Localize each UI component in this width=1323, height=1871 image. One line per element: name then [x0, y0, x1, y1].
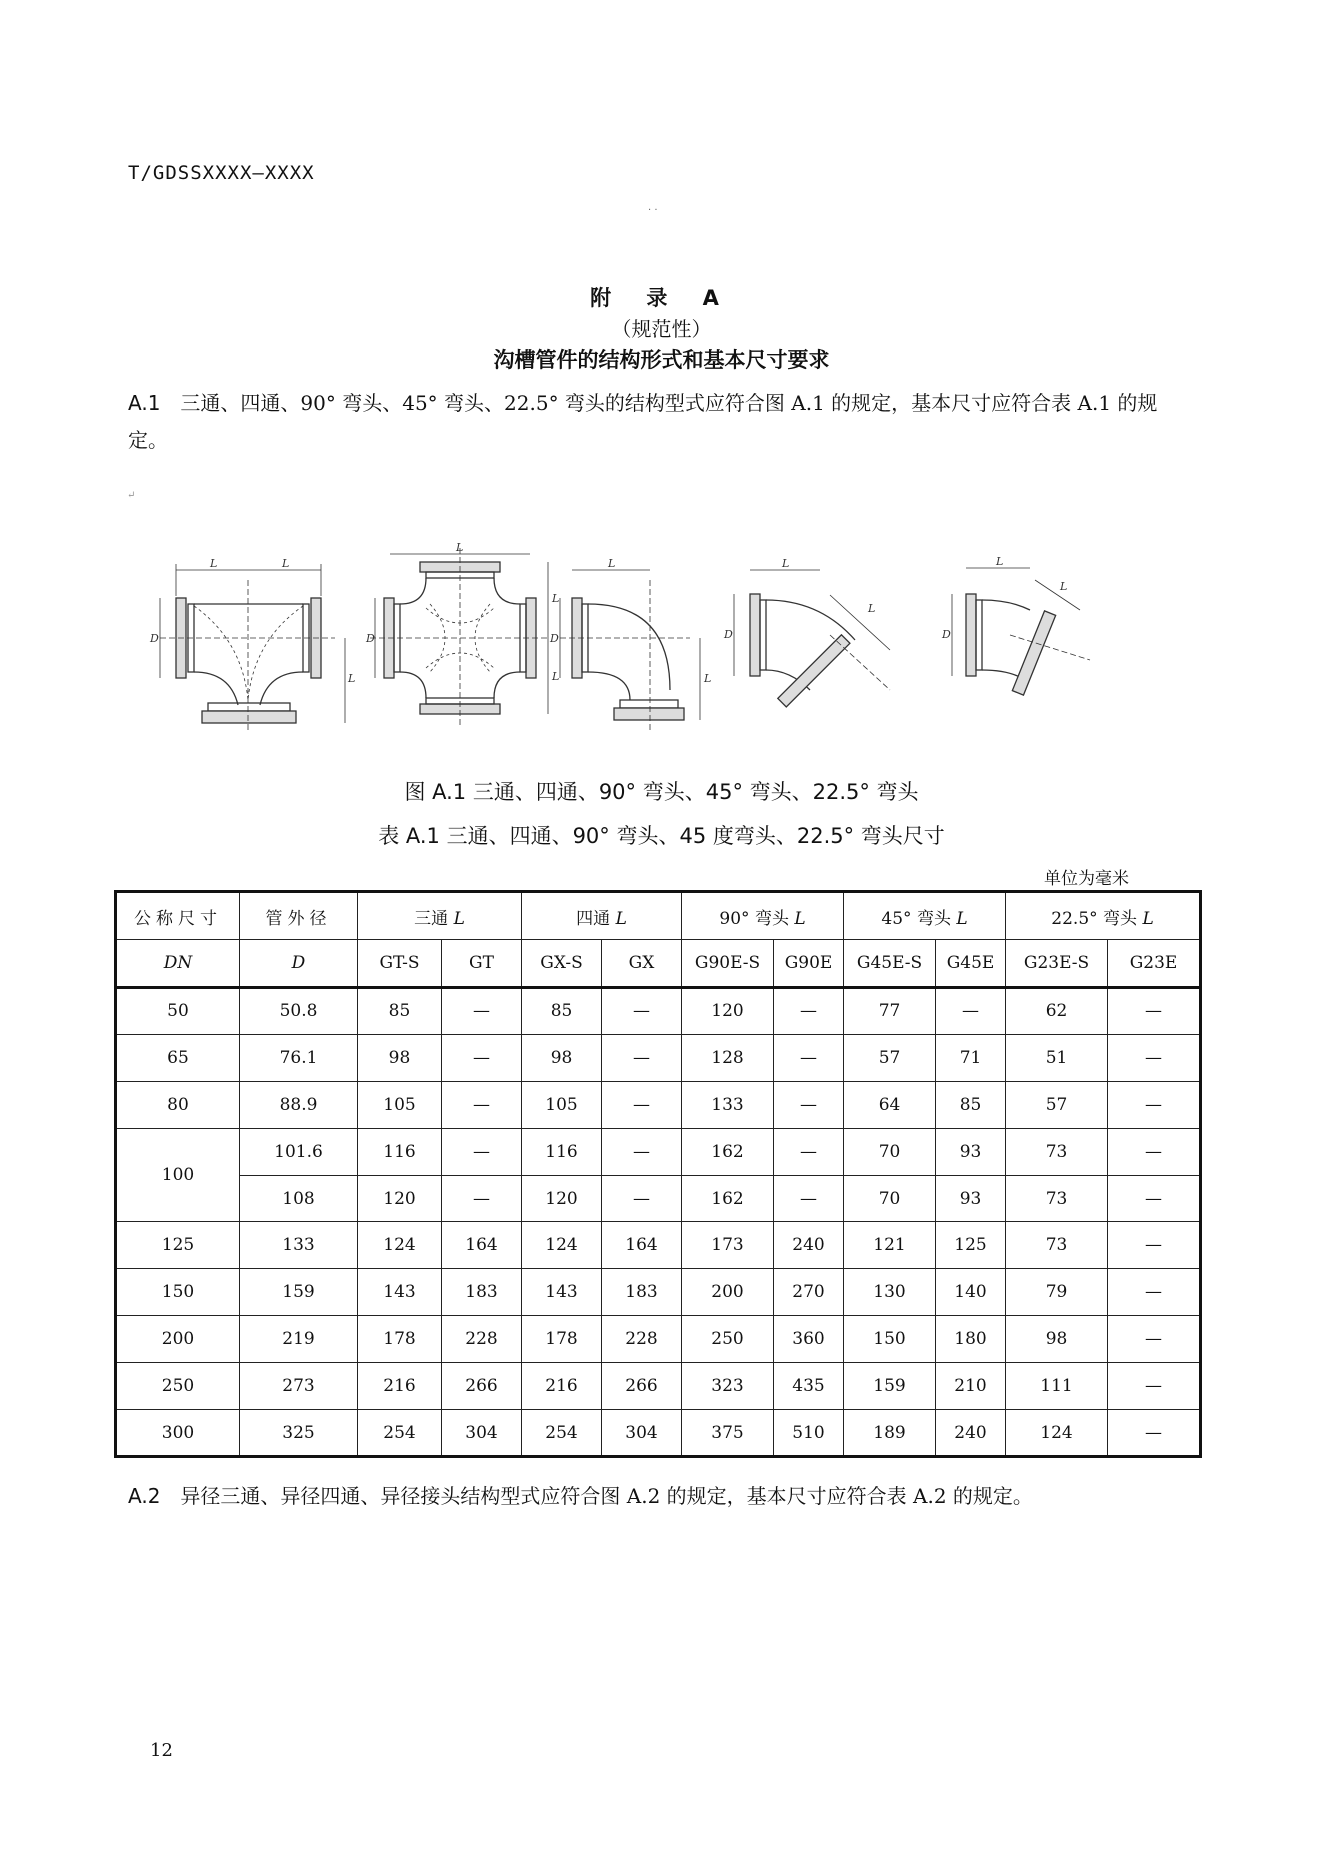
- header-row-1: [116, 892, 1201, 940]
- header-col: GT-S: [358, 940, 442, 988]
- cross-dim-label-top: L: [456, 541, 464, 554]
- header-col: GT: [442, 940, 522, 988]
- cell-length: —: [1108, 1034, 1201, 1081]
- header-nominal-size: 公称尺寸: [116, 892, 240, 940]
- clause-text: 异径三通、异径四通、异径接头结构型式应符合图 A.2 的规定，基本尺寸应符合表 A.2 的规定。: [180, 1484, 1033, 1508]
- cell-length: 266: [602, 1363, 682, 1410]
- elbow90-dim-label-d: D: [550, 632, 559, 645]
- cell-length: 70: [844, 1175, 936, 1222]
- cell-length: 120: [682, 988, 774, 1035]
- document-code: T/GDSSXXXX—XXXX: [128, 162, 315, 184]
- cell-length: 128: [682, 1034, 774, 1081]
- cell-length: 183: [602, 1269, 682, 1316]
- page-number: 12: [150, 1740, 173, 1761]
- cell-length: —: [602, 1128, 682, 1175]
- cell-length: —: [442, 1128, 522, 1175]
- cell-length: —: [774, 1128, 844, 1175]
- cell-length: 120: [358, 1175, 442, 1222]
- cell-length: —: [1108, 988, 1201, 1035]
- cell-length: 71: [936, 1034, 1006, 1081]
- cell-length: —: [602, 1034, 682, 1081]
- clause-number: A.1: [128, 391, 161, 415]
- elbow45-dim-label-top: L: [782, 557, 790, 570]
- table-row: [116, 1175, 1201, 1222]
- header-col: G45E-S: [844, 940, 936, 988]
- cell-length: 93: [936, 1128, 1006, 1175]
- annex-type: （规范性）: [611, 317, 712, 341]
- cell-dn: 250: [116, 1363, 240, 1410]
- cell-length: 266: [442, 1363, 522, 1410]
- cell-length: 57: [844, 1034, 936, 1081]
- cell-length: 125: [936, 1222, 1006, 1269]
- header-col: G90E-S: [682, 940, 774, 988]
- cell-length: 162: [682, 1175, 774, 1222]
- cell-length: 85: [522, 988, 602, 1035]
- elbow45-dim-label-angle: L: [868, 602, 876, 615]
- cell-length: 85: [358, 988, 442, 1035]
- figure-caption: 图 A.1 三通、四通、90° 弯头、45° 弯头、22.5° 弯头: [404, 780, 919, 804]
- header-outer-diameter: 管外径: [240, 892, 358, 940]
- cross-drawing: [370, 548, 550, 728]
- cell-length: 77: [844, 988, 936, 1035]
- table-row: [116, 1222, 1201, 1269]
- cell-length: 64: [844, 1081, 936, 1128]
- cell-length: 140: [936, 1269, 1006, 1316]
- tee-dim-label-d: D: [150, 632, 159, 645]
- cell-length: —: [602, 1175, 682, 1222]
- cell-length: 51: [1006, 1034, 1108, 1081]
- cell-length: —: [1108, 1222, 1201, 1269]
- cell-length: 360: [774, 1316, 844, 1363]
- cell-dn: 50: [116, 988, 240, 1035]
- cell-length: 62: [1006, 988, 1108, 1035]
- cell-dn: 150: [116, 1269, 240, 1316]
- cell-outer-diameter: 133: [240, 1222, 358, 1269]
- header-col: G45E: [936, 940, 1006, 988]
- cell-length: 124: [522, 1222, 602, 1269]
- cell-dn: 300: [116, 1410, 240, 1457]
- cell-dn: 125: [116, 1222, 240, 1269]
- tee-dim-label-right: L: [282, 557, 290, 570]
- cell-length: 162: [682, 1128, 774, 1175]
- elbow22-dim-label-angle: L: [1060, 580, 1068, 593]
- cell-length: 73: [1006, 1222, 1108, 1269]
- elbow22-dim-label-d: D: [942, 628, 951, 641]
- header-tee: 三通 L: [358, 892, 522, 940]
- table-row: [116, 1081, 1201, 1128]
- cell-outer-diameter: 219: [240, 1316, 358, 1363]
- elbow22-dim-label-top: L: [996, 555, 1004, 568]
- cell-length: 98: [522, 1034, 602, 1081]
- cell-length: 116: [522, 1128, 602, 1175]
- cell-length: 510: [774, 1410, 844, 1457]
- cell-length: 133: [682, 1081, 774, 1128]
- header-col: G23E-S: [1006, 940, 1108, 988]
- cell-length: 164: [602, 1222, 682, 1269]
- cell-length: 120: [522, 1175, 602, 1222]
- cell-length: 73: [1006, 1175, 1108, 1222]
- unit-note: 单位为毫米: [1044, 869, 1129, 889]
- tee-drawing: [160, 564, 345, 730]
- cell-length: 228: [442, 1316, 522, 1363]
- cell-length: 178: [522, 1316, 602, 1363]
- cell-length: —: [442, 1175, 522, 1222]
- cell-length: —: [1108, 1128, 1201, 1175]
- header-col: G90E: [774, 940, 844, 988]
- dimension-table: [114, 890, 1202, 1458]
- decorative-dots: · ·: [648, 205, 658, 216]
- header-col: GX-S: [522, 940, 602, 988]
- cell-length: 435: [774, 1363, 844, 1410]
- cell-length: 216: [358, 1363, 442, 1410]
- cell-length: 216: [522, 1363, 602, 1410]
- header-elbow-90: 90° 弯头 L: [682, 892, 844, 940]
- cell-length: —: [774, 1175, 844, 1222]
- cell-length: 183: [442, 1269, 522, 1316]
- cell-length: 143: [358, 1269, 442, 1316]
- table-row: [116, 1363, 1201, 1410]
- cell-length: 93: [936, 1175, 1006, 1222]
- table-row: [116, 1034, 1201, 1081]
- tee-dim-label-branch: L: [348, 672, 356, 685]
- cell-length: —: [442, 988, 522, 1035]
- cell-length: 250: [682, 1316, 774, 1363]
- cell-outer-diameter: 159: [240, 1269, 358, 1316]
- tee-dim-label-left: L: [210, 557, 218, 570]
- cell-length: 304: [602, 1410, 682, 1457]
- cell-length: —: [1108, 1081, 1201, 1128]
- cell-dn: 100: [116, 1128, 240, 1222]
- elbow-45-drawing: [734, 570, 890, 707]
- cell-length: 98: [358, 1034, 442, 1081]
- cell-outer-diameter: 76.1: [240, 1034, 358, 1081]
- clause-a1: [128, 385, 1188, 459]
- cell-length: 124: [358, 1222, 442, 1269]
- cell-length: 143: [522, 1269, 602, 1316]
- cell-outer-diameter: 273: [240, 1363, 358, 1410]
- cell-length: —: [1108, 1316, 1201, 1363]
- cell-length: —: [442, 1034, 522, 1081]
- elbow45-dim-label-d: D: [724, 628, 733, 641]
- cell-length: 70: [844, 1128, 936, 1175]
- cell-length: 210: [936, 1363, 1006, 1410]
- cell-dn: 80: [116, 1081, 240, 1128]
- cell-outer-diameter: 88.9: [240, 1081, 358, 1128]
- header-col: GX: [602, 940, 682, 988]
- header-col: G23E: [1108, 940, 1201, 988]
- cell-length: 228: [602, 1316, 682, 1363]
- cell-length: 121: [844, 1222, 936, 1269]
- cell-length: 180: [936, 1316, 1006, 1363]
- table-row: [116, 988, 1201, 1035]
- cell-length: 189: [844, 1410, 936, 1457]
- cell-length: 98: [1006, 1316, 1108, 1363]
- cell-length: 304: [442, 1410, 522, 1457]
- cell-outer-diameter: 325: [240, 1410, 358, 1457]
- cell-length: —: [1108, 1175, 1201, 1222]
- cell-length: —: [442, 1081, 522, 1128]
- elbow90-dim-label-top: L: [608, 557, 616, 570]
- table-row: [116, 1410, 1201, 1457]
- clause-number: A.2: [128, 1484, 161, 1508]
- cell-length: 57: [1006, 1081, 1108, 1128]
- cell-length: 178: [358, 1316, 442, 1363]
- cell-dn: 65: [116, 1034, 240, 1081]
- table-row: [116, 1316, 1201, 1363]
- cell-length: —: [774, 1034, 844, 1081]
- cell-length: 79: [1006, 1269, 1108, 1316]
- header-dn: DN: [116, 940, 240, 988]
- fittings-figure: [130, 540, 1190, 750]
- cell-length: —: [1108, 1269, 1201, 1316]
- cell-length: 254: [358, 1410, 442, 1457]
- cell-length: 159: [844, 1363, 936, 1410]
- cell-length: —: [602, 988, 682, 1035]
- elbow-90-drawing: [560, 570, 700, 730]
- return-mark: ↵: [127, 490, 136, 501]
- cross-dim-label-d: D: [366, 632, 375, 645]
- cell-length: 200: [682, 1269, 774, 1316]
- header-cross: 四通 L: [522, 892, 682, 940]
- elbow90-dim-label-side: L: [704, 672, 712, 685]
- table-row: [116, 1128, 1201, 1175]
- cell-length: —: [774, 1081, 844, 1128]
- cell-length: 375: [682, 1410, 774, 1457]
- table-caption: 表 A.1 三通、四通、90° 弯头、45 度弯头、22.5° 弯头尺寸: [378, 824, 945, 848]
- cell-length: 73: [1006, 1128, 1108, 1175]
- cell-length: —: [774, 988, 844, 1035]
- cell-length: 85: [936, 1081, 1006, 1128]
- annex-title: 附 录 A: [590, 286, 733, 310]
- cell-length: 111: [1006, 1363, 1108, 1410]
- cell-length: 116: [358, 1128, 442, 1175]
- cell-length: 270: [774, 1269, 844, 1316]
- cell-length: —: [1108, 1410, 1201, 1457]
- cell-length: —: [936, 988, 1006, 1035]
- cell-length: 105: [358, 1081, 442, 1128]
- cell-length: 124: [1006, 1410, 1108, 1457]
- elbow-22-drawing: [952, 568, 1090, 695]
- cell-dn: 200: [116, 1316, 240, 1363]
- header-elbow-45: 45° 弯头 L: [844, 892, 1006, 940]
- cell-length: 130: [844, 1269, 936, 1316]
- cross-dim-label-lower: L: [552, 670, 560, 683]
- cross-dim-label-upper: L: [552, 592, 560, 605]
- cell-outer-diameter: 108: [240, 1175, 358, 1222]
- cell-length: 240: [774, 1222, 844, 1269]
- header-d: D: [240, 940, 358, 988]
- cell-outer-diameter: 101.6: [240, 1128, 358, 1175]
- cell-length: 150: [844, 1316, 936, 1363]
- cell-length: 323: [682, 1363, 774, 1410]
- table-row: [116, 1269, 1201, 1316]
- cell-length: 173: [682, 1222, 774, 1269]
- annex-subtitle: 沟槽管件的结构形式和基本尺寸要求: [493, 348, 830, 372]
- header-row-2: [116, 940, 1201, 988]
- cell-length: 164: [442, 1222, 522, 1269]
- cell-outer-diameter: 50.8: [240, 988, 358, 1035]
- cell-length: —: [1108, 1363, 1201, 1410]
- clause-text: 三通、四通、90° 弯头、45° 弯头、22.5° 弯头的结构型式应符合图 A.1 的规定，基本尺寸应符合表 A.1 的规定。: [128, 391, 1158, 452]
- cell-length: 105: [522, 1081, 602, 1128]
- header-elbow-22: 22.5° 弯头 L: [1006, 892, 1201, 940]
- cell-length: —: [602, 1081, 682, 1128]
- cell-length: 240: [936, 1410, 1006, 1457]
- cell-length: 254: [522, 1410, 602, 1457]
- clause-a2: [128, 1478, 1188, 1515]
